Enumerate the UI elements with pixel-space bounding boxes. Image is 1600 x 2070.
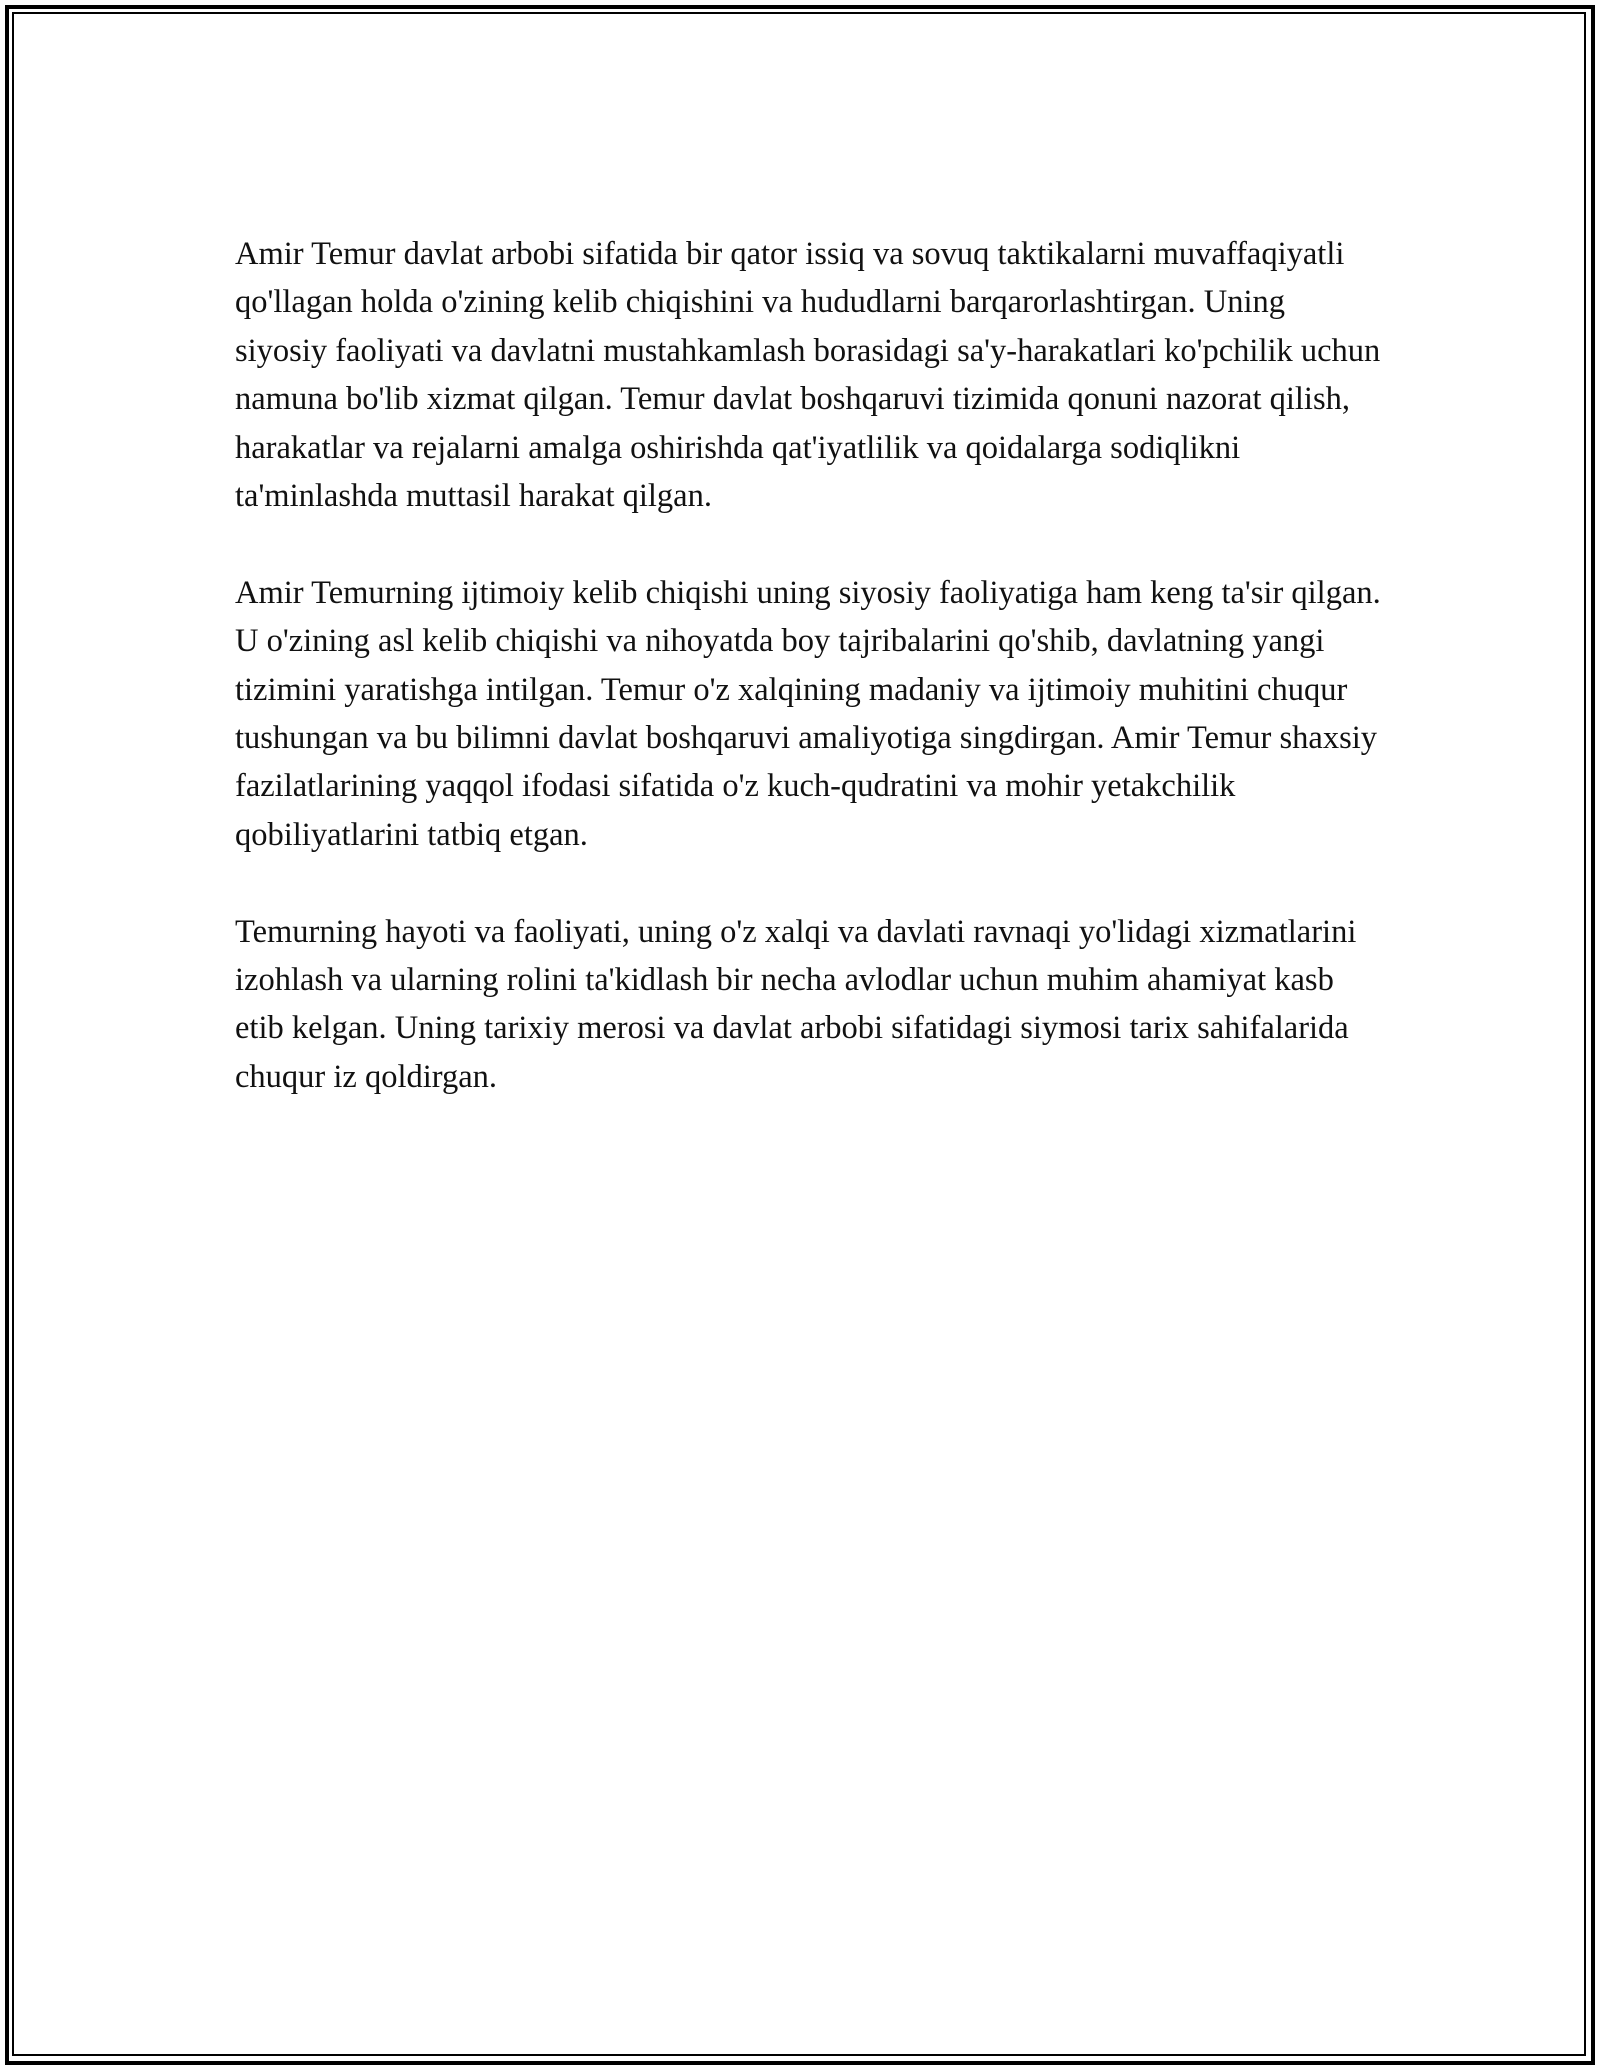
paragraph-3: Temurning hayoti va faoliyati, uning o'z xalqi va davlati ravnaqi yo'lidagi xizmatlarini izohlash va ularning rolini ta'kidlash bir necha avlodlar uchun muhim ahamiyat kasb etib kelgan. Uning tarixiy merosi va davlat arbobi sifatidagi siymosi tarix sahifalarida chuqur iz qoldirgan. bbox=[235, 913, 1357, 1095]
paragraph-1: Amir Temur davlat arbobi sifatida bir qator issiq va sovuq taktikalarni muvaffaqiyatli qo'llagan holda o'zining kelib chiqishini va hududlarni barqarorlashtirgan. Uning siyosiy faoliyati va davlatni mustahkamlash borasidagi sa'y-harakatlari ko'pchilik uchun namuna bo'lib xizmat qilgan. Temur davlat boshqaruvi tizimida qonuni nazorat qilish, harakatlar va rejalarni amalga oshirishda qat'iyatlilik va qoidalarga sodiqlikni ta'minlashda muttasil harakat qilgan. bbox=[235, 236, 1381, 515]
paragraph-2: Amir Temurning ijtimoiy kelib chiqishi uning siyosiy faoliyatiga ham keng ta'sir qilgan. U o'zining asl kelib chiqishi va nihoyatda boy tajribalarini qo'shib, davlatning yangi tizimini yaratishga intilgan. Temur o'z xalqining madaniy va ijtimoiy muhitini chuqur tushungan va bu bilimni davlat boshqaruvi amaliyotiga singdirgan. Amir Temur shaxsiy fazilatlarining yaqqol ifodasi sifatida o'z kuch-qudratini va mohir yetakchilik qobiliyatlarini tatbiq etgan. bbox=[235, 574, 1381, 853]
document-body bbox=[235, 230, 1385, 1150]
